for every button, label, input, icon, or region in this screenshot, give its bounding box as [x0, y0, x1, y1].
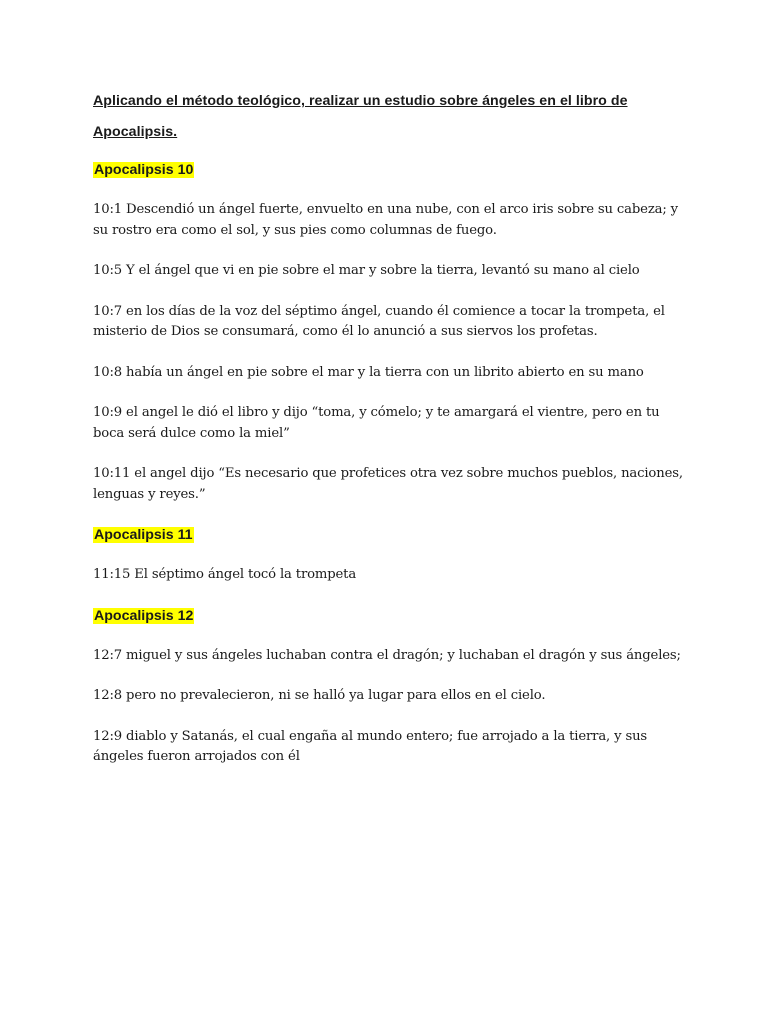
section-heading-highlight: Apocalipsis 12 [94, 607, 194, 624]
verse-10-11: 10:11 el angel dijo “Es necesario que profetices otra vez sobre muchos pueblos, naciones, lenguas y reyes.” [93, 466, 683, 502]
verse-10-9: 10:9 el angel le dió el libro y dijo “toma, y cómelo; y te amargará el vientre, pero en tu boca será dulce como la miel” [93, 405, 660, 441]
section-heading [93, 525, 693, 545]
verse-11-15: 11:15 El séptimo ángel tocó la trompeta [93, 567, 357, 582]
section-heading-highlight: Apocalipsis 10 [94, 162, 194, 178]
verse-10-8: 10:8 había un ángel en pie sobre el mar y la tierra con un librito abierto en su mano [93, 364, 644, 380]
section-heading-highlight: Apocalipsis 11 [94, 527, 193, 543]
verse-10-5: 10:5 Y el ángel que vi en pie sobre el mar y sobre la tierra, levantó su mano al cielo [93, 263, 640, 278]
document-page [93, 86, 693, 788]
verse-12-8: 12:8 pero no prevalecieron, ni se halló ya lugar para ellos en el cielo. [93, 688, 546, 703]
verse-10-1: 10:1 Descendió un ángel fuerte, envuelto en una nube, con el arco iris sobre su cabeza; y su rostro era como el sol, y sus pies como columnas de fuego. [93, 202, 678, 238]
document-title: Aplicando el método teológico, realizar un estudio sobre ángeles en el libro de Apocalipsis. [93, 93, 628, 140]
verse-12-7: 12:7 miguel y sus ángeles luchaban contra el dragón; y luchaban el dragón y sus ángeles; [93, 647, 681, 663]
section-heading [93, 606, 693, 626]
section-heading [93, 160, 693, 180]
verse-12-9: 12:9 diablo y Satanás, el cual engaña al mundo entero; fue arrojado a la tierra, y sus ángeles fueron arrojados con él [93, 728, 648, 764]
verse-10-7: 10:7 en los días de la voz del séptimo ángel, cuando él comience a tocar la trompeta, el misterio de Dios se consumará, como él lo anunció a sus siervos los profetas. [93, 303, 665, 339]
